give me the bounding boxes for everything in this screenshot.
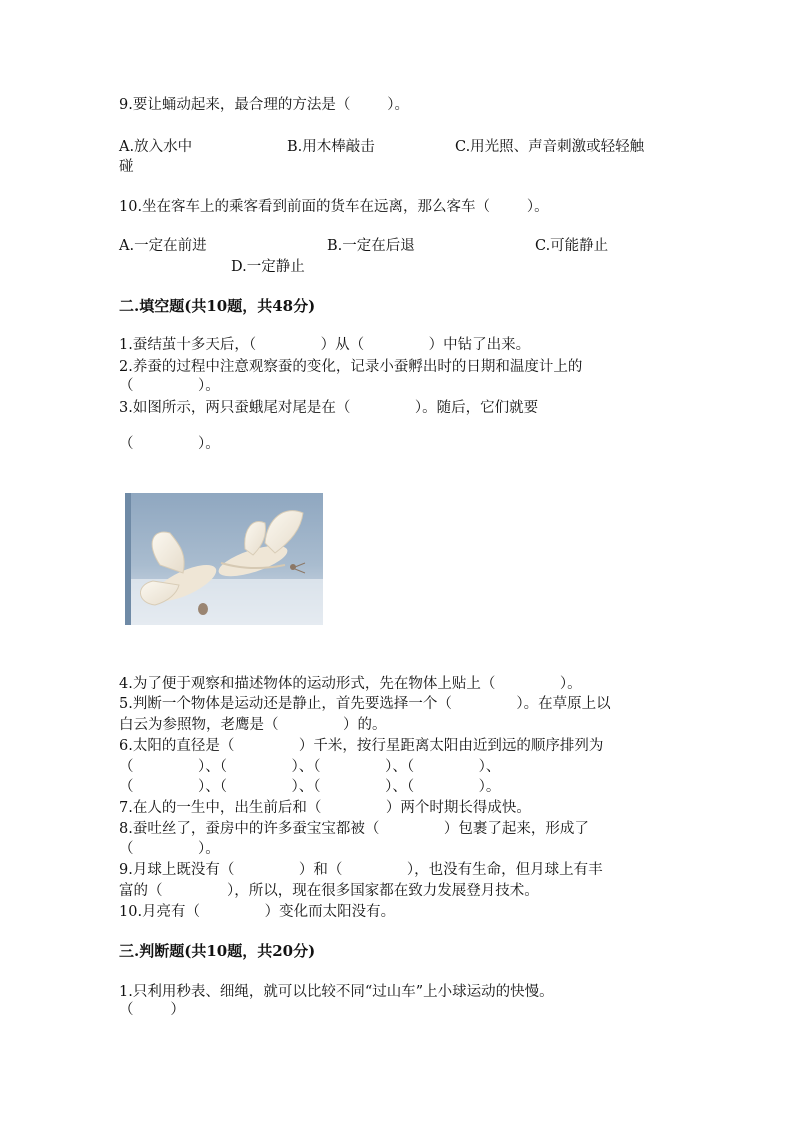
q10-option-b: B.一定在后退 — [327, 238, 415, 254]
fill-q8-blank: （ ）。 — [119, 841, 220, 857]
fill-q5-continued: 白云为参照物，老鹰是（ ）的。 — [119, 717, 387, 733]
q9-question: 9.要让蛹动起来，最合理的方法是（ ）。 — [119, 97, 409, 113]
fill-q10: 10.月亮有（ ）变化而太阳没有。 — [119, 904, 396, 920]
fill-q4: 4.为了便于观察和描述物体的运动形式，先在物体上贴上（ ）。 — [119, 676, 582, 692]
section3-heading: 三.判断题(共10题，共20分) — [119, 942, 316, 960]
fill-q9: 9.月球上既没有（ ）和（ ），也没有生命，但月球上有丰 — [119, 862, 603, 878]
q9-option-c-continued: 碰 — [119, 159, 134, 175]
fill-q6-blanks-row1: （ ）、（ ）、（ ）、（ ）、 — [119, 759, 501, 775]
fill-q7: 7.在人的一生中，出生前后和（ ）两个时期长得成快。 — [119, 800, 531, 816]
fill-q1: 1.蚕结茧十多天后，（ ）从（ ）中钻了出来。 — [119, 337, 531, 353]
fill-q6-blanks-row2: （ ）、（ ）、（ ）、（ ）。 — [119, 779, 501, 795]
fill-q9-continued: 富的（ ），所以，现在很多国家都在致力发展登月技术。 — [119, 883, 539, 899]
silkworm-moths-photo — [125, 493, 323, 625]
fill-q5: 5.判断一个物体是运动还是静止，首先要选择一个（ ）。在草原上以 — [119, 696, 611, 712]
q10-option-a: A.一定在前进 — [119, 238, 207, 254]
fill-q3-blank: （ ）。 — [119, 436, 220, 452]
section2-heading: 二.填空题(共10题，共48分) — [119, 297, 316, 315]
judge-q1: 1.只利用秒表、细绳，就可以比较不同“过山车”上小球运动的快慢。 — [119, 984, 554, 1000]
fill-q2-blank: （ ）。 — [119, 378, 220, 394]
fill-q8: 8.蚕吐丝了，蚕房中的许多蚕宝宝都被（ ）包裹了起来，形成了 — [119, 821, 589, 837]
fill-q2: 2.养蚕的过程中注意观察蚕的变化，记录小蚕孵出时的日期和温度计上的 — [119, 359, 583, 375]
q9-option-b: B.用木棒敲击 — [287, 139, 375, 155]
fill-q6: 6.太阳的直径是（ ）千米，按行星距离太阳由近到远的顺序排列为 — [119, 738, 604, 754]
judge-q1-blank: （ ） — [119, 1002, 185, 1018]
q10-question: 10.坐在客车上的乘客看到前面的货车在远离，那么客车（ ）。 — [119, 199, 549, 215]
q9-option-a: A.放入水中 — [119, 139, 193, 155]
fill-q3: 3.如图所示，两只蚕蛾尾对尾是在（ ）。随后，它们就要 — [119, 400, 539, 416]
q10-option-c: C.可能静止 — [535, 238, 609, 254]
q10-option-d: D.一定静止 — [231, 259, 305, 275]
q9-option-c: C.用光照、声音刺激或轻轻触 — [455, 139, 645, 155]
